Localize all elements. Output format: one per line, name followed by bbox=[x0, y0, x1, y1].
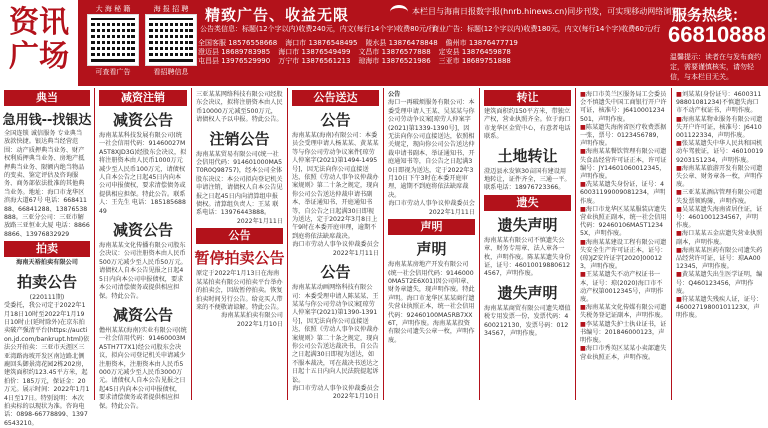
ad-body: 海南某某科技发展有限公司(统一社会信用代码：91460027MA5T8XJD3G)经股东会决议，拟将注册资本由人民币1000万元减少至人民币100万元，请债权人自本公告之日起45日内向本公司申报债权，要求清偿债务或提供相应担保。特此公告。联系人：王先生 电话：18518568849 bbox=[99, 132, 187, 215]
ad-headline: 拍卖公告 bbox=[16, 272, 77, 291]
qr-code-icon[interactable] bbox=[146, 15, 196, 65]
list-item bbox=[672, 247, 768, 272]
rate-text-right: 商业广告：标题(12个字以内)收费180元，内文(每行14个字)收费60元/行 bbox=[432, 25, 661, 33]
ad-headline: 减资公告 bbox=[112, 221, 173, 240]
contact: 屯昌县 13976529990 bbox=[198, 57, 271, 65]
contact: 全国客服 18576558668 bbox=[198, 39, 278, 47]
ad-headline: 遗失声明 bbox=[497, 215, 558, 234]
list-item bbox=[576, 345, 671, 361]
contact: 定安县 13876459878 bbox=[438, 48, 511, 56]
ad-number: (220111期) bbox=[29, 293, 65, 301]
bullet-icon: ■ bbox=[676, 205, 682, 213]
list-item bbox=[576, 91, 671, 124]
list-item bbox=[576, 321, 671, 346]
ad-headline: 公告 bbox=[320, 263, 351, 282]
ad-subtitle: 海南天裕拍卖有限公司 bbox=[16, 259, 78, 267]
list-item-text: 符某某遗失残疾人证，证号：46002719800101123X，声明作废。 bbox=[676, 296, 763, 320]
qr-top-label: 海 报 招 聘 bbox=[153, 5, 189, 13]
list-item bbox=[672, 116, 768, 141]
list-item bbox=[672, 271, 768, 296]
ad-headline: 声明 bbox=[416, 240, 447, 259]
list-item bbox=[672, 140, 768, 165]
column-6 bbox=[480, 88, 576, 400]
list-item-text: 陈某遗失海南省医疗收费票据一张，票号：0123456789，声明作废。 bbox=[580, 123, 667, 148]
list-item-text: 吴某某遗失海南省居住证，证号：4601001234567，声明作废。 bbox=[676, 205, 763, 230]
ad-signature: 海南某某拍卖有限公司 bbox=[221, 312, 283, 320]
column-8 bbox=[672, 88, 768, 400]
ad-body: 原定于2022年1月13日在海南某某拍卖有限公司拍卖平台举办的拍卖会，因故暂停拍卖。恢复拍卖时间另行公告。给竞买人带来的不便敬请谅解。特此公告。 bbox=[196, 270, 283, 311]
logo-line: 讯 bbox=[39, 5, 69, 40]
list-item-text: 海南某某建设工程有限公司遗失安全生产许可证正本，证号：(琼)JZ安许证字[2020]000123，声明作废。 bbox=[580, 238, 667, 271]
contact: 三亚市 18689751888 bbox=[438, 57, 511, 65]
section-header: 声明 bbox=[388, 219, 475, 235]
ad-body: 儋州某某(海南)实业有限公司(统一社会信用代码：91460003MA5TH7T7X1)经公司股东会决议，拟向公司登记机关申请减少注册资本，注册资本由人民币5000万元减少至人民币3000万元。请债权人自本公告见报之日起45日内向本公司申报债权，要求清偿债务或者提供相应担保。特此公告。 bbox=[99, 326, 187, 410]
ad-headline: 土地转让 bbox=[497, 146, 558, 165]
ad-body: 全国连锁 诚信服务 专业典当 放款快捷。银达典当经营范围：动产质押典当业务、财产权利质押典当业务、房地产抵押典当业务、限额内绝当物品的变卖、鉴定评估及咨询服务、商务部依法批准的其他典当业务。地址：海口市龙华区滨海大道67号 电话：66841188、66841288、13876538888。三亚分公司：三亚市解放路三亚恒业大厦 电话：88668866、13976832929 bbox=[4, 130, 90, 238]
list-item bbox=[672, 206, 768, 231]
ad-body: 海南某某房地产开发有限公司(统一社会信用代码：91460000MA5T2E6X01)因公司印章、财务章遗失，现声明作废。特此声明。海口市龙华区某某商行遗失营业执照正本，统一社会信用代码：92460100MA5RB7XX6T，声明作废。海南某某投资有限公司遗失公章一枚，声明作废。 bbox=[388, 261, 475, 344]
ad-signature: 海口市劳动人事争议仲裁委员会 bbox=[388, 200, 475, 208]
list-item-text: 海南某某物业服务有限公司遗失开户许可证，核准号：J6410001122334，声明作废。 bbox=[676, 115, 763, 140]
ad-date: 2022年1月10日 bbox=[236, 320, 283, 328]
bullet-icon: ■ bbox=[580, 91, 586, 98]
bullet-icon: ■ bbox=[676, 115, 682, 123]
list-item-text: 海口市龙华区某某服装店遗失营业执照正副本，统一社会信用代码：92460106MA5T12345X，声明作废。 bbox=[580, 205, 667, 238]
qr-code-block[interactable] bbox=[84, 4, 142, 77]
list-item-text: 海南某某文化传媒有限公司遗失税务登记证副本，声明作废。 bbox=[580, 304, 667, 320]
contact-grid bbox=[198, 38, 662, 65]
list-item bbox=[576, 124, 671, 149]
list-item-text: 三亚某某酒店管理有限公司遗失发票领购簿，声明作废。 bbox=[676, 189, 763, 205]
column-1 bbox=[0, 88, 95, 427]
list-item bbox=[672, 189, 768, 205]
ad-date: 2022年1月11日 bbox=[332, 249, 379, 257]
bullet-icon: ■ bbox=[580, 181, 586, 189]
ad-body: 三亚某某网络科技有限公司经股东会决议，拟将注册资本由人民币10000万元减至500万元，请债权人予以申报。特此公告。 bbox=[196, 91, 283, 124]
ad-body: 海南某某文化传播有限公司股东会决议：公司注册资本由人民币500万元减少至人民币50万元。请债权人自本公告见报之日起45日内向本公司申报债权，要求本公司清偿债务或提供相应担保。特此公告。 bbox=[99, 242, 187, 300]
column-7 bbox=[576, 88, 672, 400]
list-item-text: 海南某某医药有限公司遗失药品经营许可证，证号：琼AA0012345，声明作废。 bbox=[676, 246, 763, 271]
bullet-icon: ■ bbox=[676, 230, 682, 238]
contact: 儋州市 13876477719 bbox=[445, 39, 518, 47]
column-4 bbox=[288, 88, 384, 400]
ad-body: 受委托，我公司定于2022年1月18日10时至2022年1月19日10时止(延时除外)在京东拍卖破产强清平台(https://auction.jd.com/bankrupt.html)依法公开拍卖：三亚市天涯区三亚湾路海坡开发区南边路北侧鹿回头御景湾花园2栋202房，建筑面积约123.45平方米，起拍价：185万元，保证金：20万元。展示时间：2022年1月14日至17日。特别说明：本次拍卖标的以现状为准。咨询电话：0898-66778899、13976543210。 bbox=[4, 302, 90, 427]
list-item bbox=[672, 165, 768, 190]
section-header: 典当 bbox=[4, 90, 90, 106]
ad-body: 海南某某有限公司不慎遗失公章、财务专用章、法人章各一枚，声明作废。陈某某遗失身份证，证号：460100198806124567，声明作废。 bbox=[484, 236, 571, 278]
list-item-text: 冼某某遗失身份证，证号：460031199009081234，声明作废。 bbox=[580, 181, 666, 205]
contact: 文昌市 13876577888 bbox=[358, 48, 431, 56]
qr-top-label: 大 海 秘 籍 bbox=[95, 5, 131, 13]
hotline-label: 服务热线： bbox=[672, 6, 748, 24]
bullet-icon: ■ bbox=[676, 189, 682, 197]
section-header: 遗失 bbox=[484, 195, 571, 211]
list-item-text: 海口市美兰区服务局工会委员会不慎遗失中国工商银行开户许可证，核准号：J6410001234501，声明作废。 bbox=[580, 91, 667, 123]
ad-headline: 暂停拍卖公告 bbox=[194, 249, 285, 268]
qr-code-block[interactable] bbox=[142, 4, 200, 77]
ad-body: 海南某某贸易有限公司(统一社会信用代码：914601000MA5T0R0Q98757)，经本公司全体股东决议：本公司拟向登记机关申请注销，请债权人自本公告见报之日起45日内向清算组申报债权。清算组负责人：王某 联系电话：13976443888。 bbox=[196, 150, 283, 217]
contact: 陵水县 13876478848 bbox=[365, 39, 438, 47]
contact: 万宁市 13876561213 bbox=[278, 57, 351, 65]
list-item-text: 刘某某(身份证号：460031198801081234)不慎遗失海口市不动产权证书，声明作废。 bbox=[676, 91, 762, 115]
list-item-text: 张某某遗失中华人民共和国机动车驾驶证，证号：460100199203151234，声明作废。 bbox=[676, 140, 764, 164]
bullet-icon: ■ bbox=[580, 123, 586, 131]
ad-headline: 减资公告 bbox=[112, 305, 173, 324]
list-item-text: 海口某某五金店遗失营业执照副本，声明作废。 bbox=[676, 230, 763, 246]
bullet-icon: ■ bbox=[676, 271, 682, 279]
bullet-icon: ■ bbox=[676, 91, 682, 98]
bullet-icon: ■ bbox=[676, 296, 682, 304]
ad-body: 澄迈县永发镇30亩国有建设用地转让，证件齐全，三通一平。联系电话：18976723366。 bbox=[484, 167, 571, 192]
list-item-text: 海南某某旅游开发有限公司遗失公章、财务章各一枚，声明作废。 bbox=[676, 164, 763, 189]
ad-body: 海南某某商贸有限公司遗失增值税专用发票一份，发票代码：4600212130，发票号码：01234567，声明作废。 bbox=[484, 304, 571, 338]
wifi-icon bbox=[390, 5, 408, 19]
section-header: 转让 bbox=[484, 90, 571, 106]
bullet-icon: ■ bbox=[676, 140, 682, 148]
list-item-text: 李某某遗失护士执业证书，证书编号：201846000123，声明作废。 bbox=[580, 320, 667, 345]
list-item bbox=[576, 206, 671, 239]
list-item-text: 海口市秀英区某某小卖部遗失营业执照正本，声明作废。 bbox=[580, 345, 667, 361]
qr-caption: 看招聘信息 bbox=[153, 68, 189, 76]
bullet-icon: ■ bbox=[580, 205, 586, 213]
list-item-text: 黄某某遗失出生医学证明，编号：Q460123456，声明作废。 bbox=[676, 271, 763, 295]
header-slogan: 精致广告、收益无限 bbox=[205, 6, 350, 24]
bullet-icon: ■ bbox=[580, 271, 586, 279]
ad-subtitle: 公告 bbox=[388, 91, 401, 98]
contact: 澄迈县 18689783985 bbox=[198, 48, 271, 56]
list-item-text: 王某某遗失不动产权证书一本，证号：琼(2020)海口市不动产权第0012345号，声明作废。 bbox=[580, 271, 664, 304]
ad-headline: 急用钱--找银达 bbox=[2, 113, 92, 128]
qr-caption: 可查看广告 bbox=[95, 68, 131, 76]
contact: 海口市 13876548495 bbox=[285, 39, 358, 47]
list-item bbox=[672, 230, 768, 246]
contact: 琼海市 13876521986 bbox=[358, 57, 431, 65]
list-item bbox=[576, 304, 671, 320]
bullet-icon: ■ bbox=[580, 238, 586, 246]
ad-signature: 海口市劳动人事争议仲裁委员会 bbox=[292, 384, 379, 392]
header-banner bbox=[0, 0, 768, 86]
header-notice: 本栏目与海南日报数字报(hnrb.hinews.cn)同步刊发，可实现移动网络浏览。 bbox=[412, 7, 688, 16]
ad-date: 2022年1月11日 bbox=[236, 217, 283, 225]
logo-line: 资 bbox=[9, 5, 39, 40]
side-note: 温馨提示：读者在与发布商约定，需要谨慎核实，请勿轻信，与本栏目无关。 bbox=[670, 53, 761, 81]
bullet-icon: ■ bbox=[580, 304, 586, 312]
ad-headline: 公告 bbox=[320, 111, 351, 129]
section-header: 减资注销 bbox=[99, 90, 187, 106]
bullet-icon: ■ bbox=[676, 164, 682, 172]
qr-code-icon[interactable] bbox=[88, 15, 138, 65]
bullet-icon: ■ bbox=[580, 148, 586, 156]
ad-headline: 减资公告 bbox=[112, 111, 173, 129]
hotline-number[interactable]: 66810888 bbox=[668, 22, 766, 47]
contact: 海口市 13876549499 bbox=[278, 48, 351, 56]
bullet-icon: ■ bbox=[676, 246, 682, 254]
ad-body: 海口一再破烦服务有限公司：本委受理申请人王某、吴某某与你公司劳动争议案[琼劳人仲案字(2021)第1339-1390号]，因无法向你公司直接送达，依照相关规定，现向你公司公告送达仲裁申请书副本、举证通知书、开庭通知书等，自公告之日起满30日即视为送达，定于2022年3月10日下午3时在本委开庭审理，逾期不到庭将依法缺席裁决。 bbox=[388, 99, 475, 199]
ad-headline: 注销公告 bbox=[209, 129, 270, 148]
logo-line: 场 bbox=[39, 39, 69, 74]
ad-body: 建筑面积约150平方米，带独立产权，营业执照齐全。位于海口市龙华区金贸中心，有意者电话联系。 bbox=[484, 108, 571, 141]
ad-body: 海南某某(海南)有限公司：本委员会受理申请人杨某某、黄某某等与你公司劳动争议案件[琼劳人仲案字(2021)第1494-1495号]，因无法向你公司直接送达，依照《劳动人事争议仲裁办案规则》第二十条之规定，现向你公司公告送达仲裁申请书副本、举证通知书、开庭通知书等，自公告之日起满30日即视为送达，定于2022年3月8日上午9时在本委开庭审理，逾期不到庭将依法缺席裁决。 bbox=[292, 132, 379, 240]
ad-date: 2022年1月11日 bbox=[428, 208, 475, 216]
list-item bbox=[576, 181, 671, 206]
bullet-icon: ■ bbox=[580, 345, 586, 353]
column-2 bbox=[95, 88, 192, 410]
ad-signature: 海口市劳动人事争议仲裁委员会 bbox=[292, 241, 379, 249]
ad-columns bbox=[0, 88, 768, 427]
bullet-icon: ■ bbox=[580, 320, 586, 328]
logo-line: 广 bbox=[9, 39, 39, 74]
list-item bbox=[672, 91, 768, 116]
section-header: 公告 bbox=[196, 228, 283, 244]
rate-text-left: 公告类信息：标题(12个字以内)收费240元，内文(每行14个字)收费80元/行 bbox=[200, 25, 436, 33]
list-item-text: 海南某某餐饮管理有限公司遗失食品经营许可证正本，许可证编号：JY14601060012345，声明作废。 bbox=[580, 148, 667, 181]
list-item bbox=[576, 148, 671, 181]
brand-logo bbox=[0, 0, 80, 86]
section-header: 拍卖 bbox=[4, 241, 90, 257]
section-header: 公告送达 bbox=[292, 90, 379, 106]
list-item bbox=[576, 271, 671, 304]
column-3 bbox=[192, 88, 288, 400]
ad-headline: 遗失声明 bbox=[497, 283, 558, 302]
list-item bbox=[672, 296, 768, 321]
list-item bbox=[576, 239, 671, 272]
column-5 bbox=[384, 88, 480, 400]
ad-date: 2022年1月10日 bbox=[332, 393, 379, 401]
ad-body: 海南某某动画网络科技有限公司：本委受理申请人陈某某、王某某与你公司劳动争议案[琼劳人仲案字(2021)第1390-1391号]，因无法向你公司直接送达，依照《劳动人事争议仲裁办案规则》第二十条之规定，现向你公司公告送达裁决书，自公告之日起满30日即视为送达，如不服本裁决，可在裁决书送达之日起十五日内向人民法院提起诉讼。 bbox=[292, 284, 379, 384]
